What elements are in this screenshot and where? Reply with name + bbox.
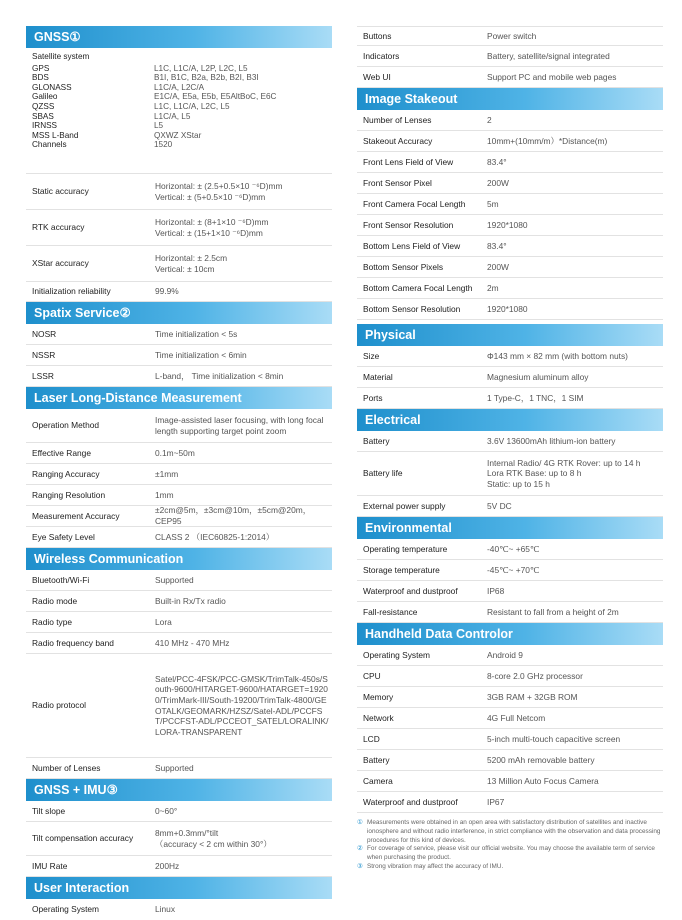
spec-label: Front Sensor Pixel [363,177,432,188]
spec-value: Internal Radio/ 4G RTK Rover: up to 14 h Lora RTK Base: up to 8 h Static: up to 15 h [487,457,641,489]
stakeout-header: Image Stakeout [357,88,663,110]
spec-row [357,452,663,496]
spec-value: Satel/PCC-4FSK/PCC-GMSK/TrimTalk-450s/South-9600/HITARGET-9600/HATARGET=19200/TrimMark-III/South-19200/TrimTalk-4800/GEOTALK/GEOMARK/HZSZ/Satel-ADL/PCCFST/PCCFST-ADL/PCCEOT_SATEL/LORALINK/LORA-TRANSPARENT [155,673,329,737]
environmental-header: Environmental [357,517,663,539]
spec-row [357,257,663,278]
spec-label: Front Lens Field of View [363,156,454,167]
spec-value: 13 Million Auto Focus Camera [487,775,599,786]
spec-value: 0.1m~50m [155,447,195,458]
spec-row [357,152,663,173]
spec-label: LCD [363,733,380,744]
spec-value: 2 [487,114,492,125]
sat-name: SBAS [32,111,54,121]
spec-value: Supported [155,574,194,585]
spec-row [357,26,663,46]
footnote [357,819,663,845]
spec-label: Battery [363,435,390,446]
spec-label: Camera [363,775,393,786]
left-column [26,26,332,920]
spec-value: Linux [155,904,176,915]
spec-value: 1mm [155,489,174,500]
spec-label: Material [363,371,393,382]
spec-label: Bottom Sensor Pixels [363,261,444,272]
spec-row [357,173,663,194]
spec-value: Horizontal: ± (8+1×10 ⁻⁶D)mm Vertical: ± (15+1×10 ⁻⁶D)mm [155,216,269,238]
satellite-system-label: Satellite system [32,52,90,61]
spec-row [357,194,663,215]
spec-label: LSSR [32,370,54,381]
spec-label: Ports [363,392,383,403]
spec-row [26,174,332,210]
controller-header: Handheld Data Controlor [357,623,663,645]
spec-label: XStar accuracy [32,258,89,269]
sat-name: Galileo [32,92,58,102]
spec-value: Φ143 mm × 82 mm (with bottom nuts) [487,350,628,361]
spec-value: Supported [155,762,194,773]
sat-signals: QXWZ XStar [154,130,202,140]
sat-signals: L5 [154,121,164,131]
sat-signals: L1C, L1C/A, L2C, L5 [154,101,230,111]
spec-label: Size [363,350,380,361]
electrical-header: Electrical [357,409,663,431]
spatix-header: Spatix Service② [26,302,332,324]
spec-value: 3GB RAM + 32GB ROM [487,691,578,702]
spec-row [357,388,663,409]
spec-label: Number of Lenses [32,762,101,773]
spec-value: 99.9% [155,286,179,297]
spec-row [26,899,332,920]
spec-row [26,591,332,612]
spec-label: Memory [363,691,394,702]
spec-row [26,570,332,591]
physical-header: Physical [357,324,663,346]
spec-row [357,729,663,750]
sat-name: QZSS [32,101,55,111]
spec-row [26,464,332,485]
spec-label: RTK accuracy [32,222,85,233]
spec-label: Ranging Resolution [32,489,106,500]
spec-row [357,687,663,708]
spec-value: 83.4° [487,240,507,251]
spec-row [26,506,332,527]
spec-label: Operating temperature [363,543,448,554]
spec-row [26,345,332,366]
spec-value: -45℃~ +70℃ [487,564,540,575]
spec-value: 8-core 2.0 GHz processor [487,670,583,681]
spec-value: 2m [487,282,499,293]
spec-row [357,367,663,388]
spec-value: 5-inch multi-touch capacitive screen [487,733,621,744]
spec-value: IP67 [487,796,505,807]
spec-label: Measurement Accuracy [32,510,120,521]
footnote-text: Measurements were obtained in an open area with satisfactory distribution of satellites and inactive ionosphere and without radio interference, in strict compliance with the observation and data processing procedures for this kind of devices. [367,819,661,844]
wireless-header: Wireless Communication [26,548,332,570]
footnote-number: ③ [357,862,363,870]
sat-name: BDS [32,73,49,83]
spec-label: Radio frequency band [32,637,114,648]
spec-label: Storage temperature [363,564,440,575]
spec-row [357,771,663,792]
spec-label: Initialization reliability [32,286,111,297]
sat-signals: L1C/A, L5 [154,111,191,121]
spec-label: Front Sensor Resolution [363,219,454,230]
spec-row [357,750,663,771]
spec-row [357,431,663,452]
spec-row [357,581,663,602]
spec-label: Waterproof and dustproof [363,585,458,596]
spec-row [357,560,663,581]
spec-row [357,215,663,236]
spec-label: Bottom Camera Focal Length [363,282,473,293]
spec-row [357,708,663,729]
spec-value: L-band， Time initialization < 8min [155,370,284,381]
spec-row [357,539,663,560]
spec-row [357,46,663,67]
spec-value: Time initialization < 6min [155,349,247,360]
spec-row [357,602,663,623]
spec-label: CPU [363,670,381,681]
sat-name: MSS L-Band [32,130,79,140]
spec-label: Buttons [363,30,392,41]
spec-row [26,758,332,779]
spec-label: Bottom Sensor Resolution [363,303,461,314]
spec-value: Time initialization < 5s [155,328,238,339]
spec-label: Network [363,712,394,723]
spec-label: Web UI [363,71,391,82]
spec-value: Power switch [487,30,537,41]
spec-value: Resistant to fall from a height of 2m [487,606,619,617]
spec-label: Radio type [32,616,73,627]
spec-value: 1 Type-C，1 TNC，1 SIM [487,392,584,403]
spec-row [357,346,663,367]
spec-row [26,443,332,464]
spec-row [26,485,332,506]
spec-label: Tilt compensation accuracy [32,833,134,844]
spec-label: Operation Method [32,420,100,431]
spec-value: ±2cm@5m，±3cm@10m，±5cm@20m，CEP95 [155,505,312,526]
footnotes [357,819,663,872]
spec-value: Horizontal: ± (2.5+0.5×10 ⁻⁶D)mm Vertical: ± (5+0.5×10 ⁻⁶D)mm [155,180,283,202]
spec-label: NOSR [32,328,57,339]
sat-name: GPS [32,63,50,73]
spec-value: 410 MHz - 470 MHz [155,637,230,648]
spec-label: External power supply [363,500,446,511]
spec-label: Fall-resistance [363,606,418,617]
imu-header: GNSS + IMU③ [26,779,332,801]
satellite-system-block [26,48,332,174]
sat-signals: L1C/A, L2C/A [154,82,205,92]
spec-row [26,246,332,282]
spec-value: 3.6V 13600mAh lithium-ion battery [487,435,616,446]
spec-row [26,527,332,548]
footnote-number: ① [357,819,363,826]
footnote [357,845,663,863]
spec-value: Magnesium aluminum alloy [487,371,589,382]
spec-value: 200W [487,177,509,188]
gnss-header: GNSS① [26,26,332,48]
spec-row [357,278,663,299]
right-column [357,26,663,872]
spec-value: 4G Full Netcom [487,712,546,723]
spec-label: Waterproof and dustproof [363,796,458,807]
spec-value: 200W [487,261,509,272]
spec-label: Ranging Accuracy [32,468,100,479]
spec-label: NSSR [32,349,56,360]
footnote-text: Strong vibration may affect the accuracy of IMU. [367,862,504,870]
spec-value: 5V DC [487,500,512,511]
spec-value: -40℃~ +65℃ [487,543,540,554]
spec-label: Static accuracy [32,186,89,197]
spec-label: Eye Safety Level [32,531,95,542]
sat-signals: 1520 [154,140,173,150]
spec-label: Operating System [32,904,100,915]
spec-label: Bluetooth/Wi-Fi [32,574,90,585]
sat-name: GLONASS [32,82,72,92]
spec-row [26,282,332,302]
footnote-number: ② [357,845,363,853]
spec-value: Horizontal: ± 2.5cm Vertical: ± 10cm [155,252,228,274]
sat-name: IRNSS [32,121,58,131]
spec-value: 0~60° [155,805,178,816]
spec-row [26,409,332,443]
spec-row [357,299,663,320]
satellite-list [32,64,332,150]
spec-value: ±1mm [155,468,179,479]
spec-row [357,236,663,257]
spec-value: Image-assisted laser focusing, with long focal length supporting target point zoom [155,414,324,436]
spec-row [26,654,332,758]
spec-label: IMU Rate [32,860,68,871]
spec-row [357,496,663,517]
sat-signals: L1C, L1C/A, L2P, L2C, L5 [154,63,248,73]
spec-value: 200Hz [155,860,180,871]
footnote [357,863,663,872]
sat-signals: B1I, B1C, B2a, B2b, B2I, B3I [154,73,259,83]
spec-label: Bottom Lens Field of View [363,240,461,251]
spec-row [26,612,332,633]
spec-value: CLASS 2 （IEC60825-1:2014） [155,531,275,542]
spec-row [26,366,332,387]
user-interaction-header: User Interaction [26,877,332,899]
footnote-text: For coverage of service, please visit our official website. You may choose the available term of service when purchasing the product. [367,845,655,862]
spec-label: Indicators [363,50,400,61]
spec-label: Radio protocol [32,700,87,711]
spec-label: Battery [363,754,390,765]
sat-name: Channels [32,140,67,150]
spec-row [357,67,663,88]
spec-value: Battery, satellite/signal integrated [487,50,610,61]
spec-label: Battery life [363,468,403,479]
spec-row [26,822,332,856]
spec-value: Android 9 [487,649,523,660]
spec-row [357,666,663,687]
spec-value: Support PC and mobile web pages [487,71,617,82]
spec-row [357,645,663,666]
sat-signals: E1C/A, E5a, E5b, E5AltBoC, E6C [154,92,277,102]
spec-row [357,792,663,813]
spec-label: Number of Lenses [363,114,432,125]
laser-header: Laser Long-Distance Measurement [26,387,332,409]
spec-label: Radio mode [32,595,78,606]
spec-row [26,324,332,345]
spec-value: Built-in Rx/Tx radio [155,595,226,606]
spec-row [26,633,332,654]
spec-value: 5m [487,198,499,209]
spec-value: 10mm+(10mm/m）*Distance(m) [487,135,608,146]
spec-row [26,210,332,246]
spec-label: Effective Range [32,447,91,458]
spec-label: Operating System [363,649,431,660]
spec-label: Front Camera Focal Length [363,198,466,209]
spec-value: 83.4° [487,156,507,167]
spec-value: IP68 [487,585,505,596]
spec-row [26,801,332,822]
spec-value: 5200 mAh removable battery [487,754,595,765]
spec-value: 1920*1080 [487,219,528,230]
spec-row [357,131,663,152]
spec-value: Lora [155,616,172,627]
spec-label: Stakeout Accuracy [363,135,433,146]
spec-value: 1920*1080 [487,303,528,314]
spec-value: 8mm+0.3mm/°tilt （accuracy < 2 cm within 30°） [155,827,272,849]
spec-row [26,856,332,877]
spec-row [357,110,663,131]
spec-label: Tilt slope [32,805,66,816]
